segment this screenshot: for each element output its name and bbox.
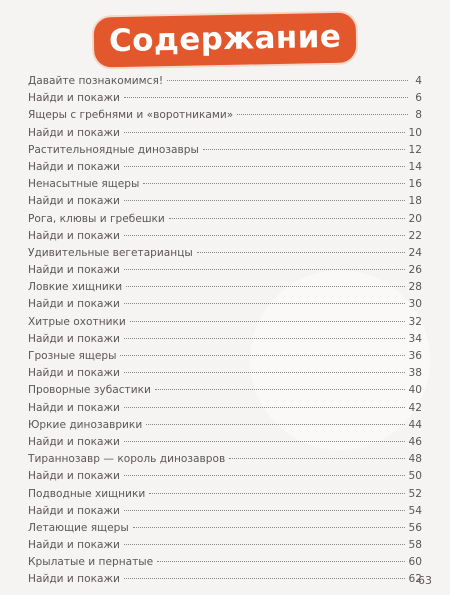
toc-entry-title: Ящеры с гребнями и «воротниками»	[28, 109, 234, 122]
toc-entry-page: 28	[408, 281, 422, 294]
toc-leader	[124, 303, 405, 304]
toc-entry-title: Давайте познакомимся!	[28, 75, 164, 87]
table-of-contents	[28, 73, 422, 589]
toc-leader	[124, 372, 405, 373]
toc-entry	[28, 262, 422, 279]
toc-entry-title: Найди и покажи	[28, 504, 120, 517]
toc-entry-page: 60	[408, 556, 422, 569]
toc-leader	[124, 578, 405, 579]
toc-entry-page: 34	[408, 332, 422, 345]
toc-entry-page: 6	[415, 92, 422, 105]
toc-entry-title: Найди и покажи	[28, 332, 120, 345]
toc-entry-page: 26	[408, 264, 422, 277]
toc-entry-page: 24	[408, 246, 422, 259]
toc-entry	[28, 125, 422, 142]
toc-entry-title: Ловкие хищники	[28, 281, 123, 294]
toc-entry-title: Найди и покажи	[28, 229, 120, 242]
toc-entry-title: Найди и покажи	[28, 573, 120, 586]
toc-entry-title: Летающие ящеры	[28, 521, 129, 534]
toc-leader	[133, 527, 405, 528]
toc-entry-title: Крылатые и пернатые	[28, 556, 154, 569]
toc-entry-page: 20	[408, 212, 422, 225]
toc-leader	[124, 407, 405, 408]
toc-entry-title: Найди и покажи	[28, 264, 120, 277]
toc-leader	[124, 338, 405, 339]
toc-leader	[203, 149, 405, 150]
heading-wrapper	[0, 18, 450, 62]
toc-leader	[237, 114, 408, 115]
toc-entry-title: Тираннозавр — король динозавров	[28, 453, 226, 466]
toc-entry-title: Ненасытные ящеры	[28, 178, 140, 191]
toc-leader	[157, 561, 404, 562]
toc-entry-page: 36	[408, 350, 422, 362]
toc-entry-page: 62	[408, 573, 422, 586]
toc-entry	[28, 365, 422, 382]
toc-entry-page: 14	[408, 160, 422, 173]
toc-entry-title: Найди и покажи	[28, 367, 120, 380]
toc-leader	[130, 321, 405, 322]
toc-entry	[28, 348, 422, 365]
toc-entry-page: 18	[408, 195, 422, 208]
toc-entry-title: Найди и покажи	[28, 298, 120, 311]
toc-entry-title: Юркие динозаврики	[28, 418, 143, 431]
toc-entry-page: 44	[408, 418, 422, 431]
toc-entry	[28, 417, 422, 434]
toc-leader	[124, 269, 405, 270]
toc-entry-page: 8	[415, 109, 422, 122]
toc-entry-page: 16	[408, 178, 422, 191]
toc-entry-page: 4	[415, 75, 422, 87]
toc-entry	[28, 554, 422, 571]
toc-entry	[28, 451, 422, 468]
toc-entry-title: Проворные зубастики	[28, 384, 151, 397]
toc-entry	[28, 503, 422, 520]
toc-leader	[124, 166, 405, 167]
toc-entry-page: 32	[408, 315, 422, 328]
toc-leader	[124, 510, 405, 511]
toc-leader	[124, 97, 408, 98]
toc-entry	[28, 486, 422, 503]
toc-entry	[28, 211, 422, 228]
toc-entry-page: 38	[408, 367, 422, 380]
toc-entry-page: 50	[408, 470, 422, 483]
toc-entry	[28, 228, 422, 245]
toc-entry-title: Грозные ящеры	[28, 350, 117, 362]
toc-entry	[28, 142, 422, 159]
toc-entry	[28, 331, 422, 348]
toc-entry-page: 30	[408, 298, 422, 311]
toc-entry	[28, 279, 422, 296]
toc-entry	[28, 434, 422, 451]
toc-entry	[28, 571, 422, 588]
toc-entry	[28, 176, 422, 193]
toc-entry	[28, 382, 422, 399]
toc-entry-title: Найди и покажи	[28, 195, 120, 208]
toc-entry	[28, 314, 422, 331]
toc-entry-title: Найди и покажи	[28, 160, 120, 173]
toc-entry-title: Подводные хищники	[28, 487, 146, 500]
toc-leader	[167, 80, 408, 81]
toc-leader	[229, 458, 404, 459]
toc-leader	[124, 132, 405, 133]
toc-entry	[28, 159, 422, 176]
toc-entry	[28, 296, 422, 313]
toc-entry-page: 52	[408, 487, 422, 500]
toc-entry-page: 58	[408, 539, 422, 552]
toc-entry-title: Рога, клювы и гребешки	[28, 212, 165, 225]
toc-leader	[124, 441, 405, 442]
toc-entry-title: Найди и покажи	[28, 126, 120, 139]
toc-entry-page: 46	[408, 435, 422, 448]
toc-entry	[28, 400, 422, 417]
toc-entry-title: Найди и покажи	[28, 539, 120, 552]
toc-entry-page: 22	[408, 229, 422, 242]
toc-entry-page: 10	[408, 126, 422, 139]
toc-entry-page: 56	[408, 521, 422, 534]
toc-leader	[124, 475, 405, 476]
toc-entry-title: Найди и покажи	[28, 401, 120, 414]
toc-entry	[28, 73, 422, 90]
toc-entry-title: Найди и покажи	[28, 92, 120, 105]
toc-entry-page: 40	[408, 384, 422, 397]
toc-entry-page: 48	[408, 453, 422, 466]
toc-entry-page: 12	[408, 143, 422, 156]
toc-entry-page: 42	[408, 401, 422, 414]
toc-leader	[143, 183, 404, 184]
toc-entry	[28, 245, 422, 262]
toc-entry	[28, 520, 422, 537]
toc-leader	[169, 218, 405, 219]
toc-entry-title: Найди и покажи	[28, 470, 120, 483]
toc-leader	[155, 389, 405, 390]
toc-entry	[28, 468, 422, 485]
toc-leader	[120, 355, 404, 356]
toc-leader	[146, 424, 404, 425]
toc-entry-title: Удивительные вегетарианцы	[28, 246, 193, 259]
toc-leader	[124, 235, 405, 236]
toc-leader	[126, 286, 404, 287]
toc-entry	[28, 537, 422, 554]
toc-entry-title: Растительноядные динозавры	[28, 143, 199, 156]
page-number: 63	[418, 574, 432, 587]
toc-entry-page: 54	[408, 504, 422, 517]
toc-leader	[149, 493, 404, 494]
toc-entry-title: Найди и покажи	[28, 435, 120, 448]
page-title: Содержание	[96, 16, 353, 65]
toc-entry	[28, 90, 422, 107]
toc-leader	[197, 252, 405, 253]
toc-entry	[28, 193, 422, 210]
toc-entry-title: Хитрые охотники	[28, 315, 126, 328]
toc-entry	[28, 107, 422, 124]
toc-leader	[124, 200, 405, 201]
toc-leader	[124, 544, 405, 545]
